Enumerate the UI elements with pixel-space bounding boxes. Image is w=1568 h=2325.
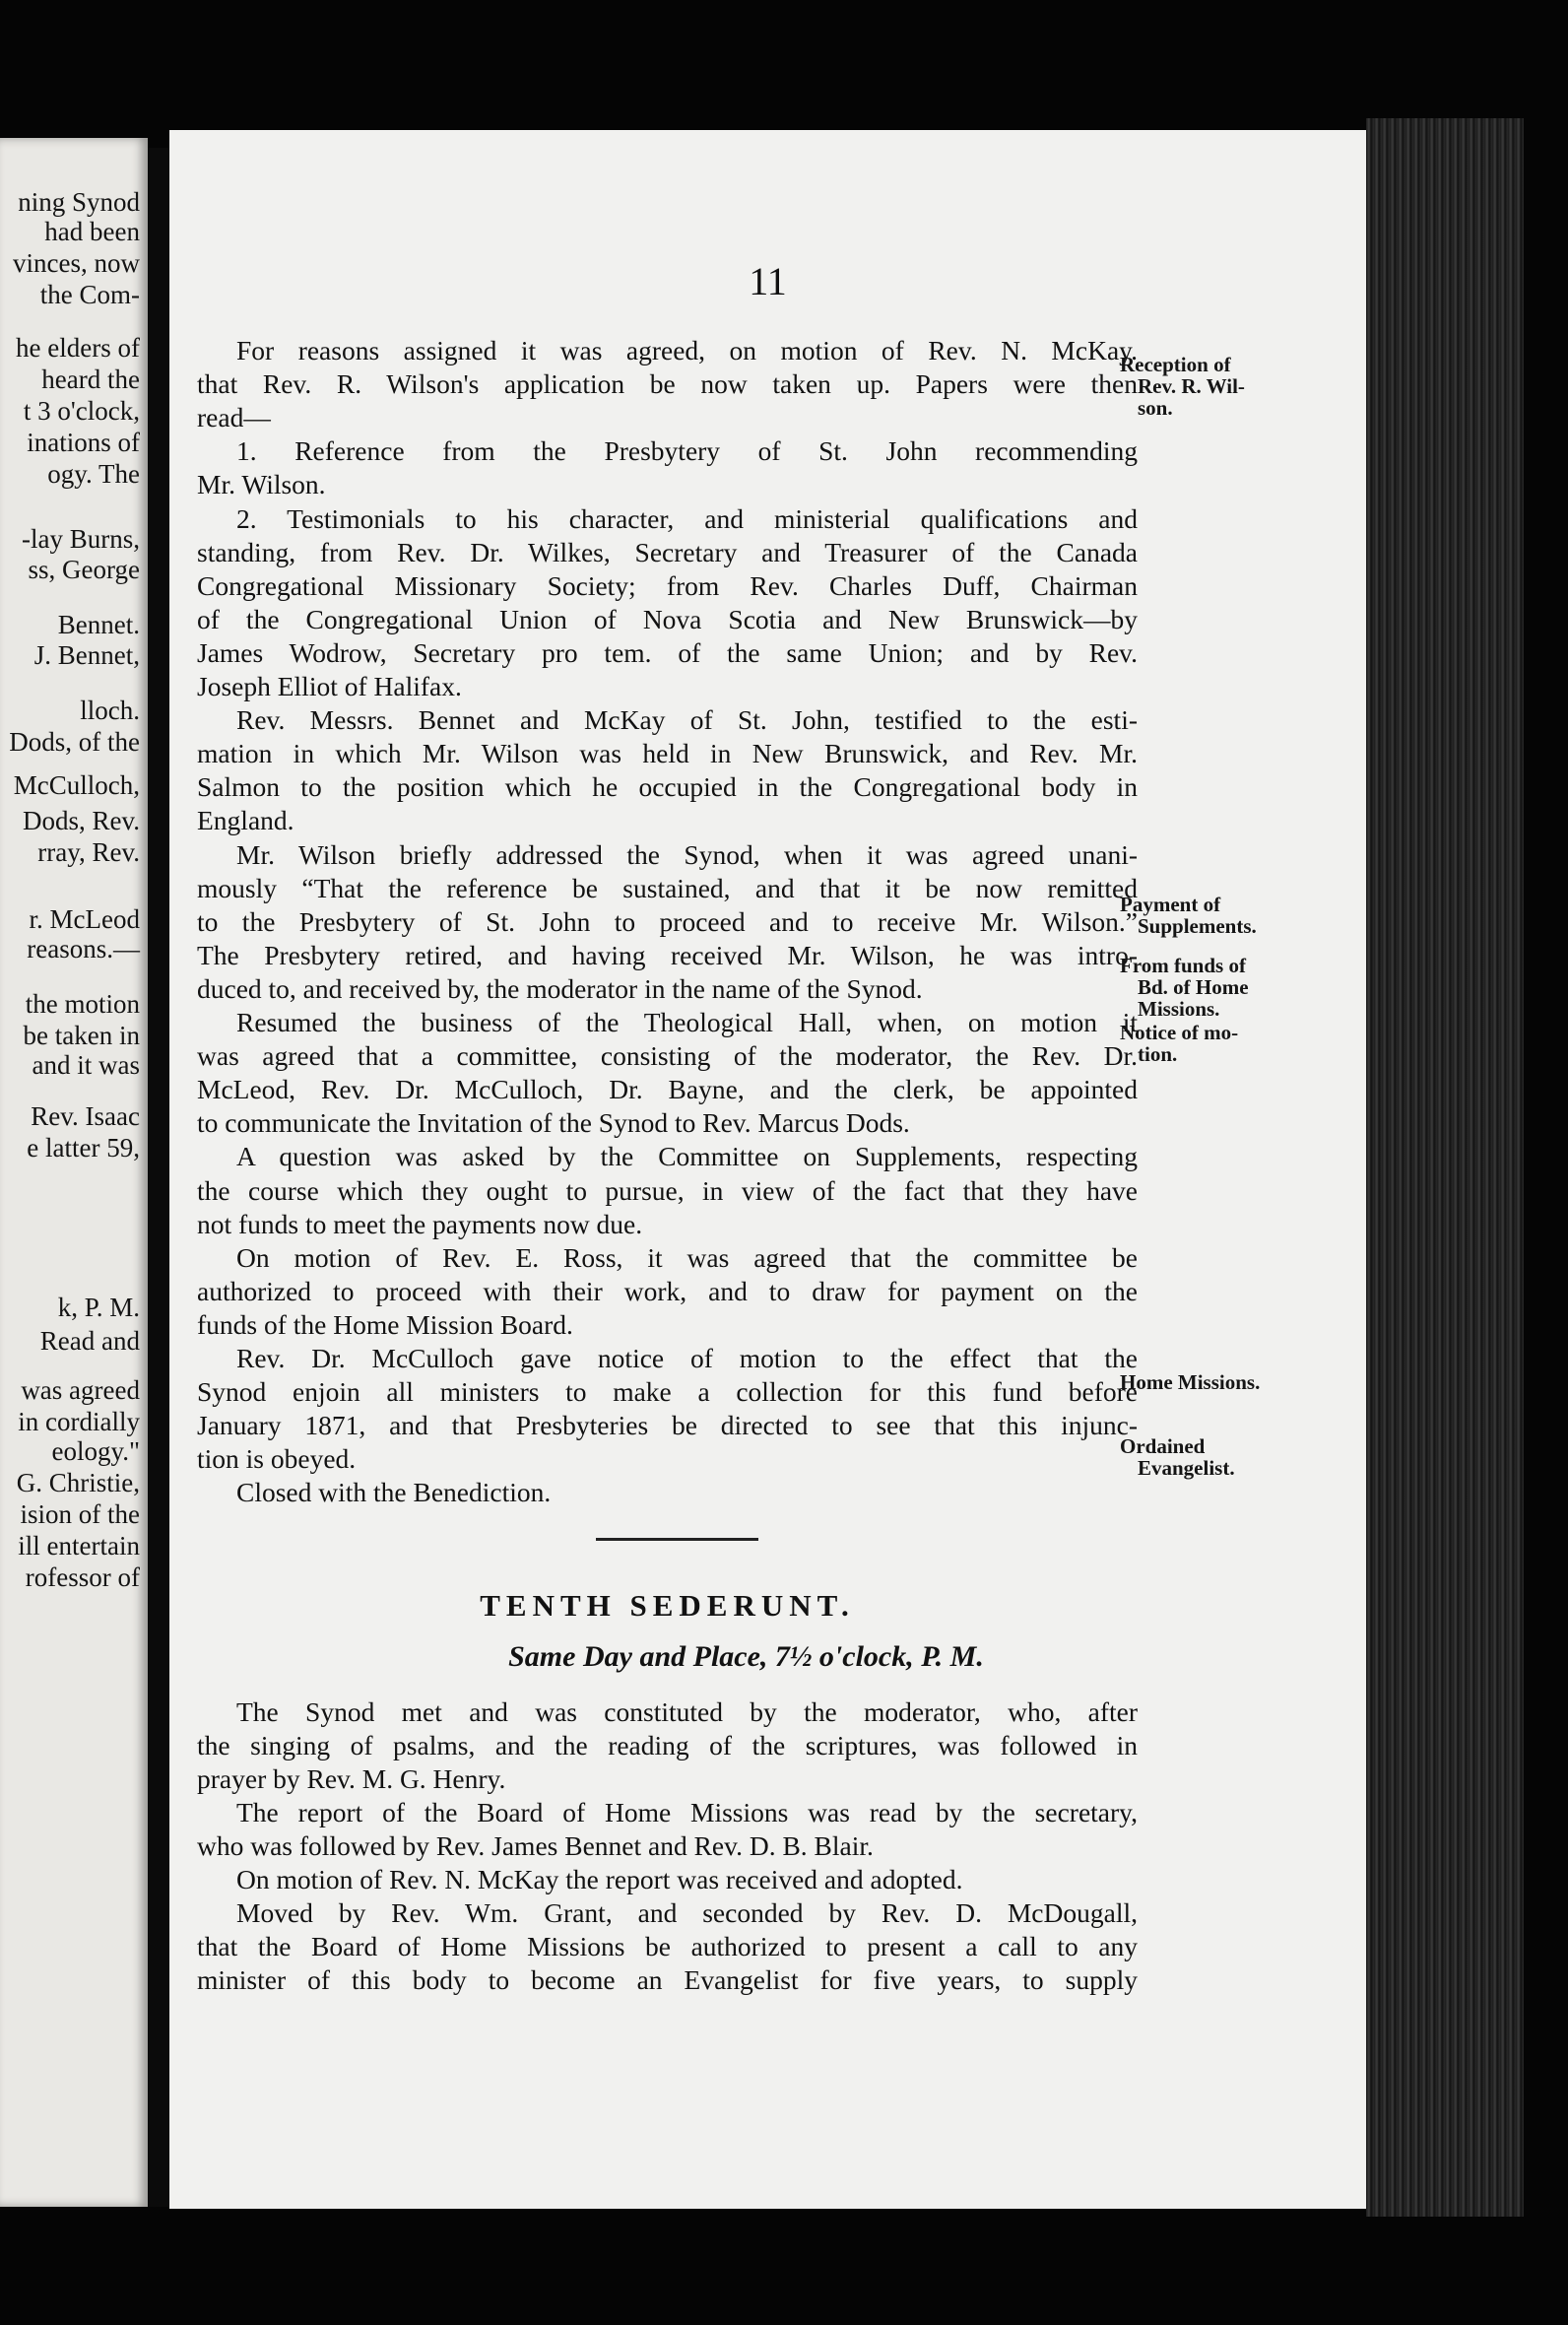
text-line: 2. Testimonials to his character, and ministerial qualifications and bbox=[236, 502, 1138, 534]
facing-page-line: Dods, of the bbox=[9, 727, 140, 757]
text-line: January 1871, and that Presbyteries be directed to see that this injunc- bbox=[197, 1410, 1138, 1441]
facing-page-line: McCulloch, bbox=[13, 770, 140, 800]
facing-page-line: he elders of bbox=[16, 333, 140, 363]
facing-page-line: ning Synod bbox=[18, 187, 140, 217]
text-line: funds of the Home Mission Board. bbox=[197, 1308, 573, 1340]
facing-page-line: r. McLeod bbox=[29, 904, 140, 934]
page-number: 11 bbox=[749, 259, 787, 303]
facing-page-line: and it was bbox=[32, 1050, 140, 1080]
facing-page-line: ision of the bbox=[20, 1499, 140, 1529]
margin-note-line: son. bbox=[1138, 396, 1173, 420]
text-line: to communicate the Invitation of the Synod to Rev. Marcus Dods. bbox=[197, 1107, 910, 1139]
facing-page-line: ill entertain bbox=[18, 1531, 140, 1561]
text-line: The Synod met and was constituted by the moderator, who, after bbox=[236, 1695, 1138, 1727]
facing-page-line: had been bbox=[44, 217, 140, 246]
facing-page-line: was agreed bbox=[21, 1375, 140, 1405]
margin-note bbox=[1120, 1371, 1260, 1393]
facing-page-line: vinces, now bbox=[13, 248, 140, 278]
text-line: that the Board of Home Missions be authorized to present a call to any bbox=[197, 1931, 1138, 1962]
text-line: Rev. Messrs. Bennet and McKay of St. John, testified to the esti- bbox=[236, 704, 1138, 736]
text-line: standing, from Rev. Dr. Wilkes, Secretary and Treasurer of the Canada bbox=[197, 536, 1138, 567]
facing-page-fragment bbox=[0, 138, 148, 2207]
text-line: For reasons assigned it was agreed, on motion of Rev. N. McKay. bbox=[236, 335, 1138, 365]
facing-page-line: e latter 59, bbox=[27, 1133, 140, 1162]
text-line: Closed with the Benediction. bbox=[236, 1477, 552, 1508]
text-line: Congregational Missionary Society; from Rev. Charles Duff, Chairman bbox=[197, 569, 1138, 601]
margin-note-line: Reception of bbox=[1120, 353, 1231, 376]
text-line: Synod enjoin all ministers to make a collection for this fund before bbox=[197, 1376, 1138, 1408]
text-line: mation in which Mr. Wilson was held in New Brunswick, and Rev. Mr. bbox=[197, 738, 1138, 769]
text-line: Mr. Wilson briefly addressed the Synod, when it was agreed unani- bbox=[236, 838, 1138, 870]
text-line: McLeod, Rev. Dr. McCulloch, Dr. Bayne, and the clerk, be appointed bbox=[197, 1074, 1138, 1105]
text-line: not funds to meet the payments now due. bbox=[197, 1208, 643, 1239]
text-line: Resumed the business of the Theological Hall, when, on motion it bbox=[236, 1007, 1138, 1037]
text-line: who was followed by Rev. James Bennet and Rev. D. B. Blair. bbox=[197, 1829, 874, 1861]
margin-note bbox=[1120, 955, 1249, 1020]
text-line: to the Presbytery of St. John to proceed and to receive Mr. Wilson.” bbox=[197, 905, 1138, 937]
facing-page-line: rofessor of bbox=[25, 1562, 140, 1592]
section-subheading: Same Day and Place, 7½ o'clock, P. M. bbox=[508, 1639, 984, 1673]
margin-note-line: Rev. R. Wil- bbox=[1138, 374, 1245, 398]
facing-page-line: Rev. Isaac bbox=[31, 1101, 140, 1131]
facing-page-line: ss, George bbox=[28, 555, 140, 584]
margin-note-line: Supplements. bbox=[1138, 914, 1257, 938]
facing-page-line: Dods, Rev. bbox=[23, 806, 140, 835]
text-line: the course which they ought to pursue, in view of the fact that they have bbox=[197, 1174, 1138, 1206]
facing-page-line: heard the bbox=[41, 365, 140, 394]
text-line: The Presbytery retired, and having received Mr. Wilson, he was intro- bbox=[197, 939, 1138, 970]
book-gutter bbox=[148, 148, 169, 2207]
margin-note-line: Evangelist. bbox=[1138, 1456, 1235, 1480]
facing-page-line: inations of bbox=[27, 428, 140, 457]
facing-page-line: reasons.— bbox=[27, 934, 140, 963]
text-line: Moved by Rev. Wm. Grant, and seconded by Rev. D. McDougall, bbox=[236, 1897, 1138, 1929]
text-line: authorized to proceed with their work, and to draw for payment on the bbox=[197, 1275, 1138, 1306]
margin-note-line: Missions. bbox=[1138, 997, 1220, 1021]
text-line: A question was asked by the Committee on Supplements, respecting bbox=[236, 1141, 1138, 1172]
facing-page-line: rray, Rev. bbox=[37, 837, 140, 867]
facing-page-line: ogy. The bbox=[47, 459, 140, 489]
margin-note bbox=[1120, 894, 1257, 937]
margin-note bbox=[1120, 354, 1245, 419]
text-line: On motion of Rev. N. McKay the report was received and adopted. bbox=[236, 1864, 963, 1894]
facing-page-line: t 3 o'clock, bbox=[23, 396, 140, 426]
text-line: of the Congregational Union of Nova Scotia and New Brunswick—by bbox=[197, 603, 1138, 634]
text-line: read— bbox=[197, 402, 271, 433]
facing-page-line: the motion bbox=[25, 989, 140, 1019]
facing-page-line: G. Christie, bbox=[16, 1468, 140, 1497]
text-line: 1. Reference from the Presbytery of St. John recommending bbox=[236, 435, 1138, 467]
margin-note-line: Home Missions. bbox=[1120, 1370, 1261, 1394]
margin-note bbox=[1120, 1435, 1235, 1479]
text-line: minister of this body to become an Evangelist for five years, to supply bbox=[197, 1964, 1138, 1996]
margin-note-line: From funds of bbox=[1120, 954, 1246, 977]
text-line: Mr. Wilson. bbox=[197, 469, 326, 500]
text-line: was agreed that a committee, consisting of the moderator, the Rev. Dr. bbox=[197, 1040, 1138, 1072]
facing-page-line: J. Bennet, bbox=[33, 640, 140, 670]
margin-note-line: Payment of bbox=[1120, 893, 1221, 916]
facing-page-line: -lay Burns, bbox=[22, 524, 140, 554]
facing-page-line: Bennet. bbox=[57, 610, 140, 639]
margin-note-line: Ordained bbox=[1120, 1434, 1206, 1458]
facing-page-line: lloch. bbox=[80, 696, 140, 725]
text-line: the singing of psalms, and the reading of the scriptures, was followed in bbox=[197, 1729, 1138, 1760]
facing-page-line: be taken in bbox=[23, 1021, 140, 1050]
facing-page-line: eology." bbox=[51, 1436, 140, 1466]
margin-note-line: Bd. of Home bbox=[1138, 975, 1249, 999]
document-page bbox=[169, 130, 1366, 2209]
text-line: James Wodrow, Secretary pro tem. of the same Union; and by Rev. bbox=[197, 636, 1138, 668]
margin-note-line: tion. bbox=[1138, 1042, 1178, 1066]
text-line: duced to, and received by, the moderator in the name of the Synod. bbox=[197, 972, 923, 1004]
text-line: Joseph Elliot of Halifax. bbox=[197, 671, 462, 701]
margin-note bbox=[1120, 1022, 1238, 1065]
facing-page-line: Read and bbox=[39, 1326, 140, 1356]
text-line: mously “That the reference be sustained, and that it be now remitted bbox=[197, 872, 1138, 903]
section-heading: TENTH SEDERUNT. bbox=[480, 1587, 855, 1623]
text-line: The report of the Board of Home Missions was read by the secretary, bbox=[236, 1796, 1138, 1827]
margin-note-line: Notice of mo- bbox=[1120, 1021, 1239, 1044]
text-line: tion is obeyed. bbox=[197, 1443, 357, 1475]
text-line: On motion of Rev. E. Ross, it was agreed that the committee be bbox=[236, 1241, 1138, 1273]
text-line: England. bbox=[197, 805, 294, 836]
section-divider bbox=[596, 1538, 758, 1541]
text-line: Rev. Dr. McCulloch gave notice of motion to the effect that the bbox=[236, 1343, 1138, 1373]
facing-page-line: k, P. M. bbox=[57, 1293, 140, 1322]
facing-page-line: the Com- bbox=[39, 280, 140, 309]
text-line: that Rev. R. Wilson's application be now taken up. Papers were then bbox=[197, 368, 1138, 400]
facing-page-line: in cordially bbox=[18, 1407, 140, 1436]
text-line: prayer by Rev. M. G. Henry. bbox=[197, 1762, 506, 1794]
text-line: Salmon to the position which he occupied in the Congregational body in bbox=[197, 771, 1138, 803]
page-edges bbox=[1366, 118, 1524, 2217]
